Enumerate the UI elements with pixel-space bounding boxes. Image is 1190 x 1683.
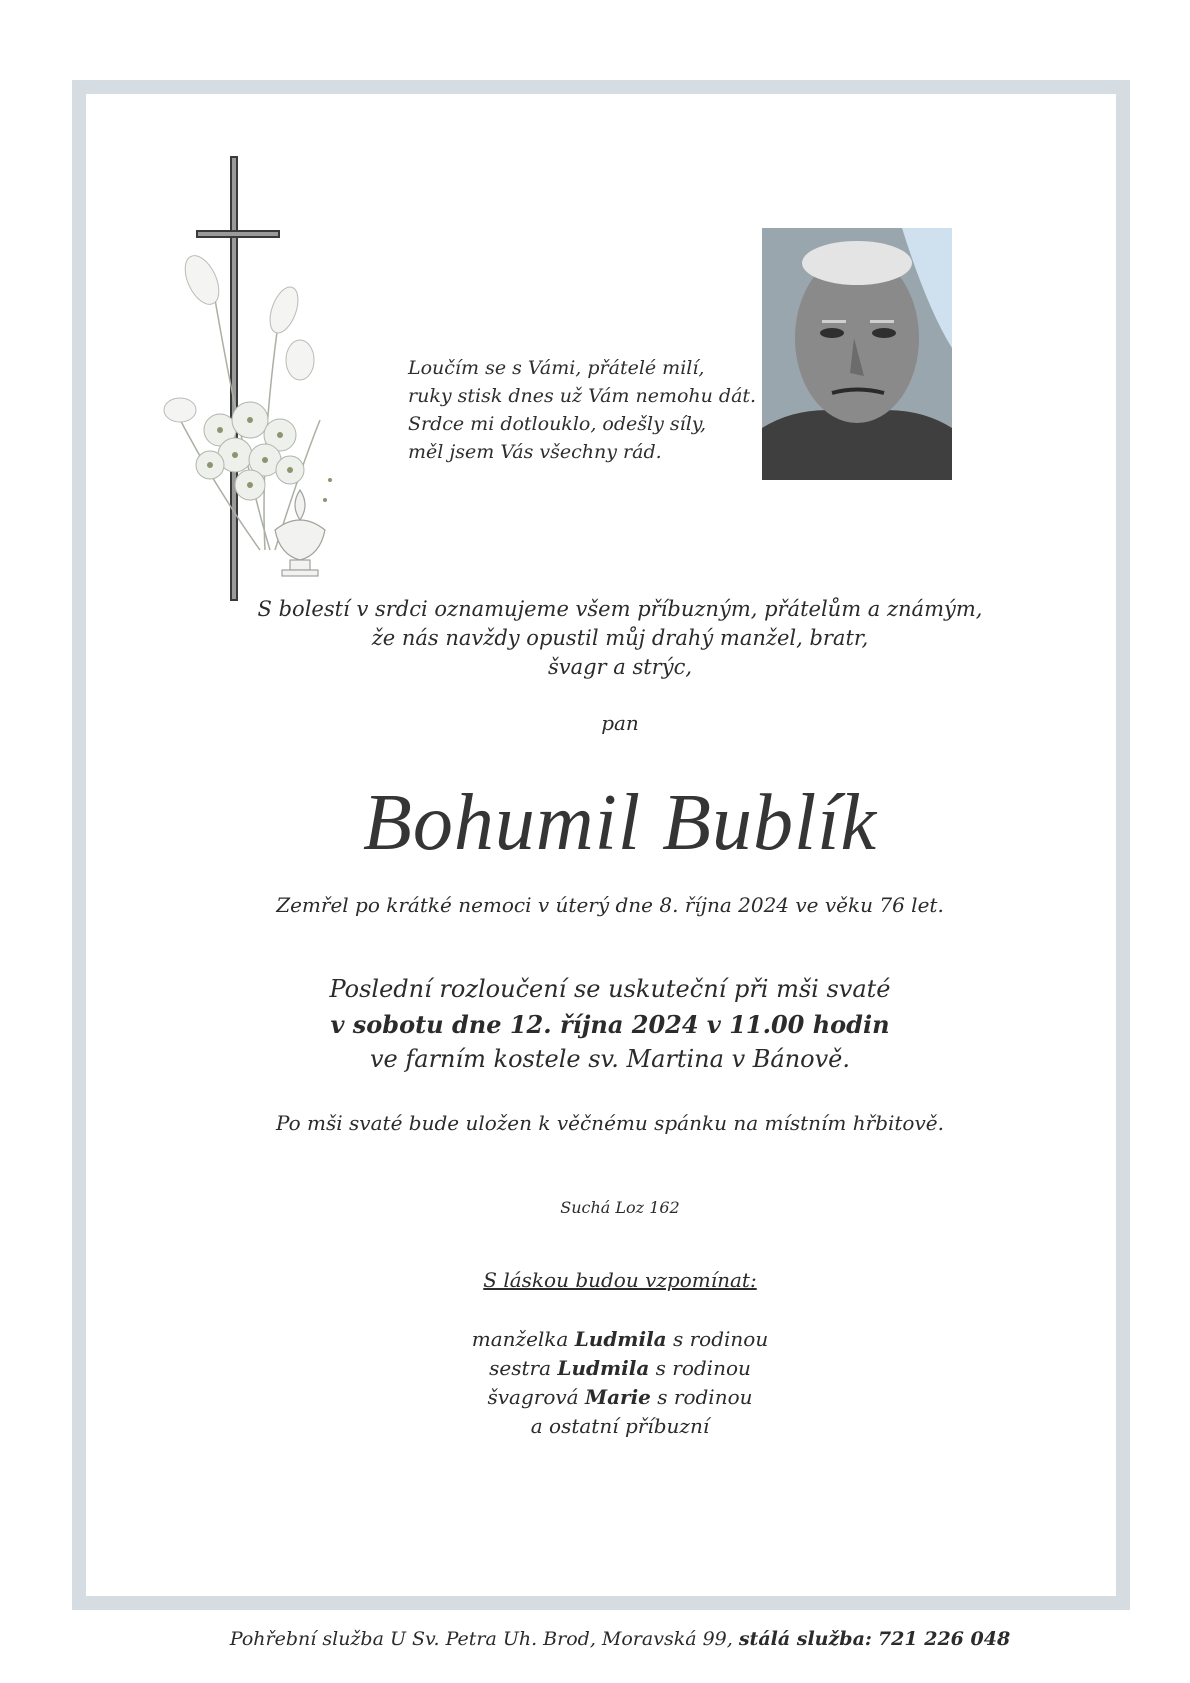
footer: [60, 1628, 1180, 1650]
burial-info: Po mši svaté bude uložen k věčnému spánku na místním hřbitově.: [276, 1111, 944, 1135]
poem-line: Loučím se s Vámi, přátelé milí,: [408, 357, 705, 379]
mourner-row-others: a ostatní příbuzní: [530, 1414, 710, 1438]
footer-text: Pohřební služba U Sv. Petra Uh. Brod, Moravská 99,: [229, 1628, 733, 1650]
cross-with-lilies-icon: [150, 150, 370, 610]
mourner-suffix: s rodinou: [657, 1385, 753, 1409]
address: Suchá Loz 162: [560, 1198, 680, 1217]
farewell-line: Poslední rozloučení se uskuteční při mši svaté: [329, 975, 891, 1003]
poem: [408, 354, 768, 466]
mourner-row: [370, 1383, 870, 1412]
mourner-name: Ludmila: [574, 1327, 667, 1351]
mourner-name: Marie: [584, 1385, 651, 1409]
mourner-row: [370, 1325, 870, 1354]
farewell-info: [140, 972, 1080, 1077]
portrait-photo: [762, 228, 952, 480]
mourner-row: [370, 1354, 870, 1383]
remember-heading: S láskou budou vzpomínat:: [483, 1268, 757, 1292]
farewell-location: ve farním kostele sv. Martina v Bánově.: [369, 1045, 851, 1073]
mourners-list: [370, 1325, 870, 1441]
footer-service-label: stálá služba:: [738, 1628, 872, 1650]
announcement-line: švagr a strýc,: [547, 655, 693, 679]
poem-line: Srdce mi dotlouklo, odešly síly,: [408, 413, 707, 435]
mourner-suffix: s rodinou: [655, 1356, 751, 1380]
mourner-relation: švagrová: [487, 1385, 579, 1409]
title-prefix: pan: [601, 711, 639, 735]
announcement-line: že nás navždy opustil můj drahý manžel, bratr,: [371, 626, 869, 650]
announcement-line: S bolestí v srdci oznamujeme všem příbuzným, přátelům a známým,: [257, 597, 983, 621]
poem-line: měl jsem Vás všechny rád.: [408, 441, 662, 463]
mourner-name: Ludmila: [557, 1356, 650, 1380]
mourner-suffix: s rodinou: [672, 1327, 769, 1351]
poem-line: ruky stisk dnes už Vám nemohu dát.: [408, 385, 757, 407]
footer-phone: 721 226 048: [877, 1628, 1011, 1650]
deceased-name: Bohumil Bublík: [363, 779, 877, 867]
mourner-relation: manželka: [471, 1327, 569, 1351]
death-info: Zemřel po krátké nemoci v úterý dne 8. října 2024 ve věku 76 let.: [276, 893, 944, 917]
mourner-relation: sestra: [489, 1356, 552, 1380]
announcement: [200, 595, 1040, 682]
farewell-date: v sobotu dne 12. října 2024 v 11.00 hodin: [330, 1010, 890, 1039]
